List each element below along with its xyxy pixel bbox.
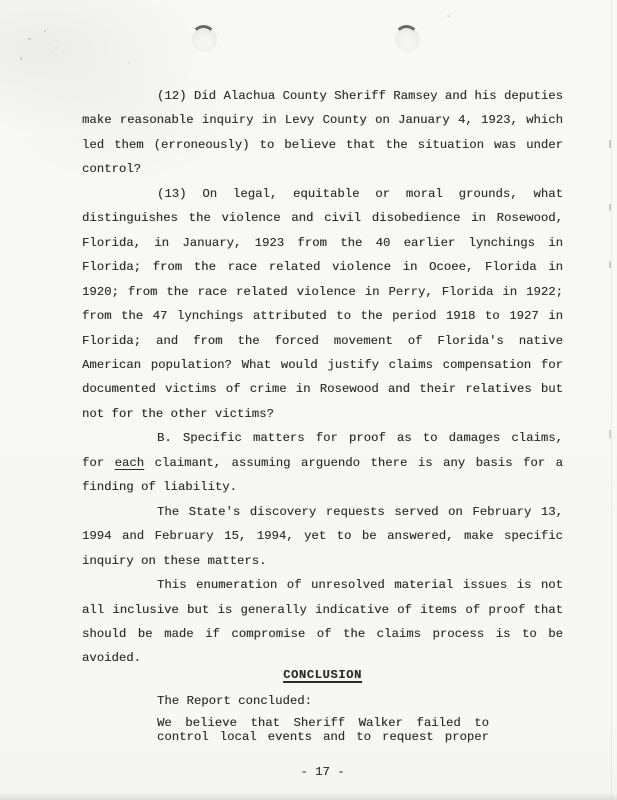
scan-edge-mark — [609, 430, 611, 438]
body-line: from the 47 lynchings attributed to the period 1918 to 1927 in — [82, 309, 563, 324]
body-line: Florida, in January, 1923 from the 40 earlier lynchings in — [82, 235, 563, 250]
scan-speck — [44, 30, 46, 32]
body-line: (12) Did Alachua County Sheriff Ramsey and his deputies — [157, 89, 563, 103]
body-line: make reasonable inquiry in Levy County on January 4, 1923, which — [82, 113, 563, 128]
body-line: 1920; from the race related violence in Perry, Florida in 1922; — [82, 284, 563, 299]
punch-hole-right — [395, 27, 420, 52]
scan-edge-mark — [609, 204, 611, 211]
quote-line: We believe that Sheriff Walker failed to — [157, 716, 489, 730]
body-line: B. Specific matters for proof as to damages claims, — [157, 431, 563, 446]
conclusion-heading-text: CONCLUSION — [283, 668, 362, 682]
body-line: Florida; from the race related violence in Ocoee, Florida in — [82, 260, 563, 275]
punch-hole-left — [192, 27, 217, 52]
body-line: documented victims of crime in Rosewood and their relatives but — [82, 382, 563, 397]
body-line: all inclusive but is generally indicative of items of proof that — [82, 602, 563, 617]
body-line: finding of liability. — [82, 480, 237, 495]
scan-edge-line — [611, 0, 612, 800]
scan-edge-mark — [609, 261, 611, 268]
body-line: control? — [82, 162, 142, 177]
body-line: The State's discovery requests served on February 13, — [157, 504, 563, 519]
report-concluded-line: The Report concluded: — [157, 694, 312, 708]
body-line: inquiry on these matters. — [82, 553, 267, 568]
scan-speck — [28, 38, 31, 40]
body-line: Florida; and from the forced movement of Florida's native — [82, 333, 563, 348]
report-quote — [157, 716, 489, 745]
scan-bottom-edge — [0, 793, 617, 800]
body-line: 1994 and February 15, 1994, yet to be answered, make specific — [82, 529, 563, 544]
line-text: for — [82, 455, 115, 470]
body-line: (13) On legal, equitable or moral grounds, what — [157, 186, 563, 201]
body-line: not for the other victims? — [82, 406, 274, 421]
scan-speck — [20, 57, 22, 60]
scan-speck — [447, 15, 450, 17]
scan-edge-mark — [609, 140, 611, 148]
body-line: avoided. — [82, 651, 142, 666]
quote-line: control local events and to request proper — [157, 730, 489, 745]
body-line: distinguishes the violence and civil disobedience in Rosewood, — [82, 211, 563, 226]
page-number: - 17 - — [300, 765, 345, 779]
underlined-word: each — [114, 455, 145, 470]
scan-speck — [55, 47, 57, 49]
body-line — [82, 451, 563, 475]
document-text — [82, 84, 563, 671]
body-line: should be made if compromise of the claims process is to be — [82, 626, 563, 641]
conclusion-heading — [82, 668, 563, 683]
line-text: claimant, assuming arguendo there is any basis for a — [144, 455, 563, 470]
body-line: This enumeration of unresolved material issues is not — [157, 578, 563, 593]
body-line: American population? What would justify claims compensation for — [82, 357, 563, 372]
scan-speck — [128, 62, 130, 64]
body-line: led them (erroneously) to believe that the situation was under — [82, 137, 563, 152]
